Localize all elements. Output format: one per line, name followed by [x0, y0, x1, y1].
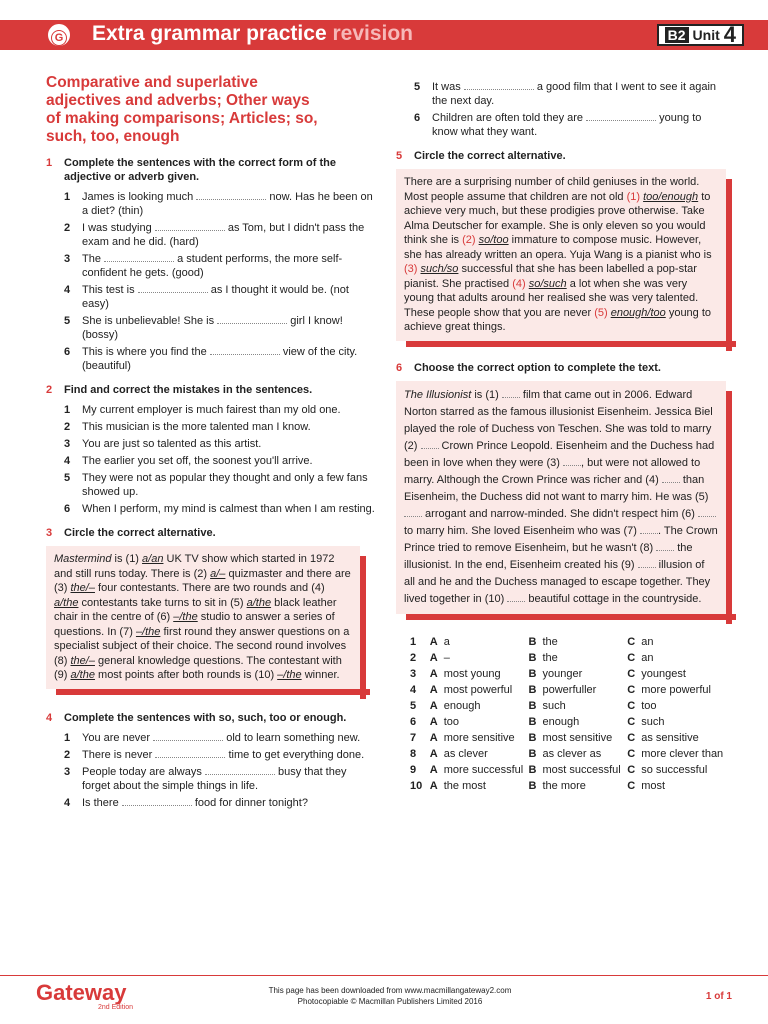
answer-blank[interactable] — [586, 112, 656, 121]
exercise-4-heading: 4 Complete the sentences with so, such, too or enough. — [46, 711, 347, 724]
exercise-item: 6 This is where you find the view of the city. (beautiful) — [64, 346, 358, 372]
exercise-item: 2 There is never time to get everything done. — [64, 748, 365, 761]
option-b[interactable]: B such — [528, 699, 566, 712]
option-b[interactable]: B as clever as — [528, 747, 602, 760]
option-c[interactable]: C more powerful — [627, 683, 711, 696]
answer-blank[interactable] — [153, 732, 223, 741]
answer-blank[interactable] — [122, 797, 192, 806]
option-b[interactable]: B younger — [528, 667, 583, 680]
option-c[interactable]: C an — [627, 635, 654, 648]
option-c[interactable]: C such — [627, 715, 665, 728]
option-a[interactable]: A most young — [429, 667, 501, 680]
option-a[interactable]: A more sensitive — [429, 731, 515, 744]
option-a[interactable]: A as clever — [429, 747, 488, 760]
page-header — [0, 20, 768, 50]
footer-text: This page has been downloaded from www.macmillangateway2.com Photocopiable © Macmillan Publishers Limited 2016 — [268, 986, 512, 1006]
answer-blank[interactable] — [464, 81, 534, 90]
option-b[interactable]: B the more — [528, 779, 586, 792]
option-a[interactable]: A – — [429, 651, 450, 664]
option-b[interactable]: B powerfuller — [528, 683, 597, 696]
gateway-logo-edition: 2nd Edition — [98, 1004, 134, 1011]
option-a[interactable]: A more successful — [429, 763, 524, 776]
exercise-4-list-continued — [396, 80, 726, 139]
exercise-2-list — [46, 403, 376, 516]
exercise-item: 5 They were not as popular they thought and only a few fans showed up. — [64, 472, 368, 498]
answer-blank[interactable] — [196, 191, 266, 200]
option-c[interactable]: C youngest — [627, 667, 686, 680]
exercise-5-heading: 5 Circle the correct alternative. — [396, 150, 566, 162]
option-row: 1 A a B the C an — [410, 634, 726, 650]
exercise-item: 3 You are just so talented as this artist. — [64, 438, 262, 450]
option-c[interactable]: C an — [627, 651, 654, 664]
option-a[interactable]: A a — [429, 635, 450, 648]
answer-blank[interactable] — [138, 284, 208, 293]
option-a[interactable]: A the most — [429, 779, 486, 792]
option-b[interactable]: B the — [528, 635, 558, 648]
right-column — [396, 80, 726, 794]
answer-blank[interactable] — [210, 346, 280, 355]
exercise-5-text-box: There are a surprising number of child geniuses in the world. Most people assume that children are not old (1) too/enough to achieve very much, but these prodigies prove otherwise. Take Alma Deutscher for example. She is only eleven so you would think she is (2) so/too immature to compose music. However, she has already written an opera. Yuja Wang is a pianist who is (3) such/so successful that she has been labelled a pop-star pianist. She practised (4) so/such a lot when she was very young that adults around her realised she was very talented. These people show that you are never (5) enough/too young to achieve great things. — [396, 169, 726, 341]
option-a[interactable]: A enough — [429, 699, 481, 712]
exercise-item: 2 This musician is the more talented man I know. — [64, 421, 311, 433]
exercise-item: 6 When I perform, my mind is calmest than when I am resting. — [64, 503, 375, 515]
exercise-item: 5 She is unbelievable! She is girl I know! (bossy) — [64, 315, 343, 341]
option-row: 5 A enough B such C too — [410, 698, 726, 714]
exercise-item: 2 I was studying as Tom, but I didn't pass the exam and he did. (hard) — [64, 222, 365, 248]
option-row: 2 A – B the C an — [410, 650, 726, 666]
exercise-item: 4 This test is as I thought it would be. (not easy) — [64, 284, 349, 310]
exercise-item: 3 The a student performs, the more self-confident he gets. (good) — [64, 253, 343, 279]
answer-blank[interactable] — [155, 222, 225, 231]
option-b[interactable]: B most successful — [528, 763, 621, 776]
exercise-6-options — [410, 634, 726, 794]
option-b[interactable]: B the — [528, 651, 558, 664]
exercise-3-heading: 3 Circle the correct alternative. — [46, 527, 216, 539]
left-column — [46, 74, 376, 813]
exercise-4-list — [46, 731, 376, 810]
gateway-logo: Gateway — [36, 980, 127, 1005]
exercise-1-heading: 1 Complete the sentences with the correct form of the adjective or adverb given. — [46, 157, 336, 183]
answer-blank[interactable] — [104, 253, 174, 262]
section-heading: Comparative and superlative adjectives and adverbs; Other ways of making comparisons; Articles; so, such, too, enough — [46, 74, 318, 145]
option-c[interactable]: C too — [627, 699, 657, 712]
answer-blank[interactable] — [155, 749, 225, 758]
exercise-1-list — [46, 190, 376, 373]
exercise-item: 4 Is there food for dinner tonight? — [64, 796, 308, 809]
option-row: 9 A more successful B most successful C so successful — [410, 762, 726, 778]
page-title: Extra grammar practice revision — [92, 22, 414, 45]
option-a[interactable]: A most powerful — [429, 683, 513, 696]
exercise-item: 4 The earlier you set off, the soonest you'll arrive. — [64, 455, 313, 467]
exercise-6-text-box: The Illusionist is (1) film that came out in 2006. Edward Norton starred as the famous illusionist Eisenheim. Jessica Biel played the role of Duchess von Teschen. She was told to marry (2) Crown Prince Leopold. Eisenheim and the Duchess had been in love when they were (3) , but were not allowed to marry. Although the Crown Prince was richer and (4) than Eisenheim, the Duchess did not want to marry him. He was (5) arrogant and narrow-minded. She didn't respect him (6) to marry him. She loved Eisenheim who was (7) . The Crown Prince tried to remove Eisenheim, but he wasn't (8) the illusionist. In the end, Eisenheim created his (9) illusion of all and he and the Duchess managed to escape together. They lived together in (10) beautiful cottage in the countryside. — [396, 381, 726, 614]
option-c[interactable]: C most — [627, 779, 666, 792]
exercise-item: 1 James is looking much now. Has he been on a diet? (thin) — [64, 191, 373, 217]
exercise-item: 6 Children are often told they are young to know what they want. — [414, 112, 702, 138]
answer-blank[interactable] — [217, 315, 287, 324]
page-number: 1 of 1 — [705, 991, 732, 1002]
exercise-item: 5 It was a good film that I went to see it again the next day. — [414, 81, 717, 107]
option-b[interactable]: B enough — [528, 715, 580, 728]
option-row: 7 A more sensitive B most sensitive C as sensitive — [410, 730, 726, 746]
footer-divider — [0, 975, 768, 976]
option-a[interactable]: A too — [429, 715, 460, 728]
option-c[interactable]: C so successful — [627, 763, 708, 776]
grammar-badge-icon: G — [48, 24, 70, 46]
unit-badge: B2 Unit 4 — [657, 24, 744, 46]
option-row: 6 A too B enough C such — [410, 714, 726, 730]
exercise-3-text-box: Mastermind is (1) a/an UK TV show which started in 1972 and still runs today. There is (2) a/– quizmaster and there are (3) the/– four contestants. There are two rounds and (4) a/the contestants take turns to sit in (5) a/the black leather chair in the centre of (6) –/the studio to answer a series of questions. In (7) –/the first round they answer questions on a specialist subject of their choice. The second round involves (8) the/– general knowledge questions. The contestant with (9) a/the most points after both rounds is (10) –/the winner. — [46, 546, 360, 689]
exercise-6-heading: 6 Choose the correct option to complete the text. — [396, 361, 661, 374]
answer-blank[interactable] — [205, 766, 275, 775]
option-b[interactable]: B most sensitive — [528, 731, 613, 744]
exercise-item: 1 My current employer is much fairest than my old one. — [64, 404, 341, 416]
option-row: 3 A most young B younger C youngest — [410, 666, 726, 682]
exercise-item: 3 People today are always busy that they forget about the simple things in life. — [64, 765, 347, 792]
exercise-item: 1 You are never old to learn something new. — [64, 731, 361, 744]
exercise-2-heading: 2 Find and correct the mistakes in the sentences. — [46, 384, 313, 396]
option-c[interactable]: C as sensitive — [627, 731, 699, 744]
option-c[interactable]: C more clever than — [627, 747, 724, 760]
option-row: 8 A as clever B as clever as C more clever than — [410, 746, 726, 762]
option-row: 10 A the most B the more C most — [410, 778, 726, 794]
option-row: 4 A most powerful B powerfuller C more powerful — [410, 682, 726, 698]
